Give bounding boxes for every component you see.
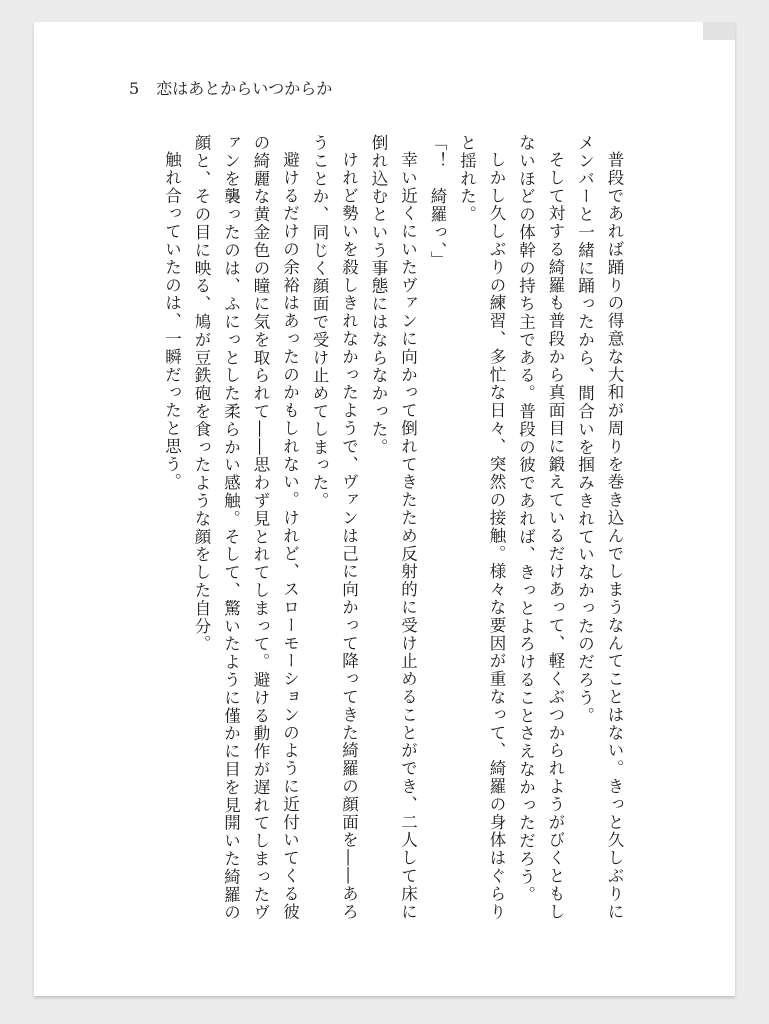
paragraph: 触れ合っていたのは、一瞬だったと思う。 xyxy=(162,150,182,491)
paragraph: 幸い近くにいたヴァンに向かって倒れてきたため反射的に受け止めることができ、二人して床に倒れ込むという事態にはならなかった。 xyxy=(369,134,418,921)
page-corner xyxy=(703,22,735,40)
page-number: 5 xyxy=(129,79,140,98)
body-text xyxy=(124,134,629,934)
paragraph: 普段であれば踊りの得意な大和が周りを巻き込んでしまうなんてことはない。きっと久しぶりにメンバーと一緒に踊ったから、間合いを掴みきれていなかったのだろう。 xyxy=(575,134,624,921)
book-page xyxy=(34,22,735,996)
paragraph: けれど勢いを殺しきれなかったようで、ヴァンは己に向かって降ってきた綺羅の顔面を――あろうことか、同じく顔面で受け止めてしまった。 xyxy=(310,134,359,921)
paragraph: しかし久しぶりの練習、多忙な日々、突然の接触。様々な要因が重なって、綺羅の身体はぐらりと揺れた。 xyxy=(457,134,506,921)
paragraph: そして対する綺羅も普段から真面目に鍛えているだけあって、軽くぶつかられようがびくともしないほどの体幹の持ち主である。普段の彼であれば、きっとよろけることさえなかっただろう。 xyxy=(516,134,565,921)
running-header xyxy=(129,76,332,99)
chapter-title: 恋はあとからいつからか xyxy=(156,79,333,98)
dialogue-line: 「！ 綺羅っ、」 xyxy=(428,134,447,269)
paragraph: 避けるだけの余裕はあったのかもしれない。けれど、スローモーションのように近付いてくる彼の綺麗な黄金色の瞳に気を取られて――思わず見とれてしまって。避ける動作が遅れてしまったヴァンを襲ったのは、ふにっとした柔らかい感触。そして、驚いたように僅かに目を見開いた綺羅の顔と、その目に映る、鳩が豆鉄砲を食ったような顔をした自分。 xyxy=(192,134,300,922)
